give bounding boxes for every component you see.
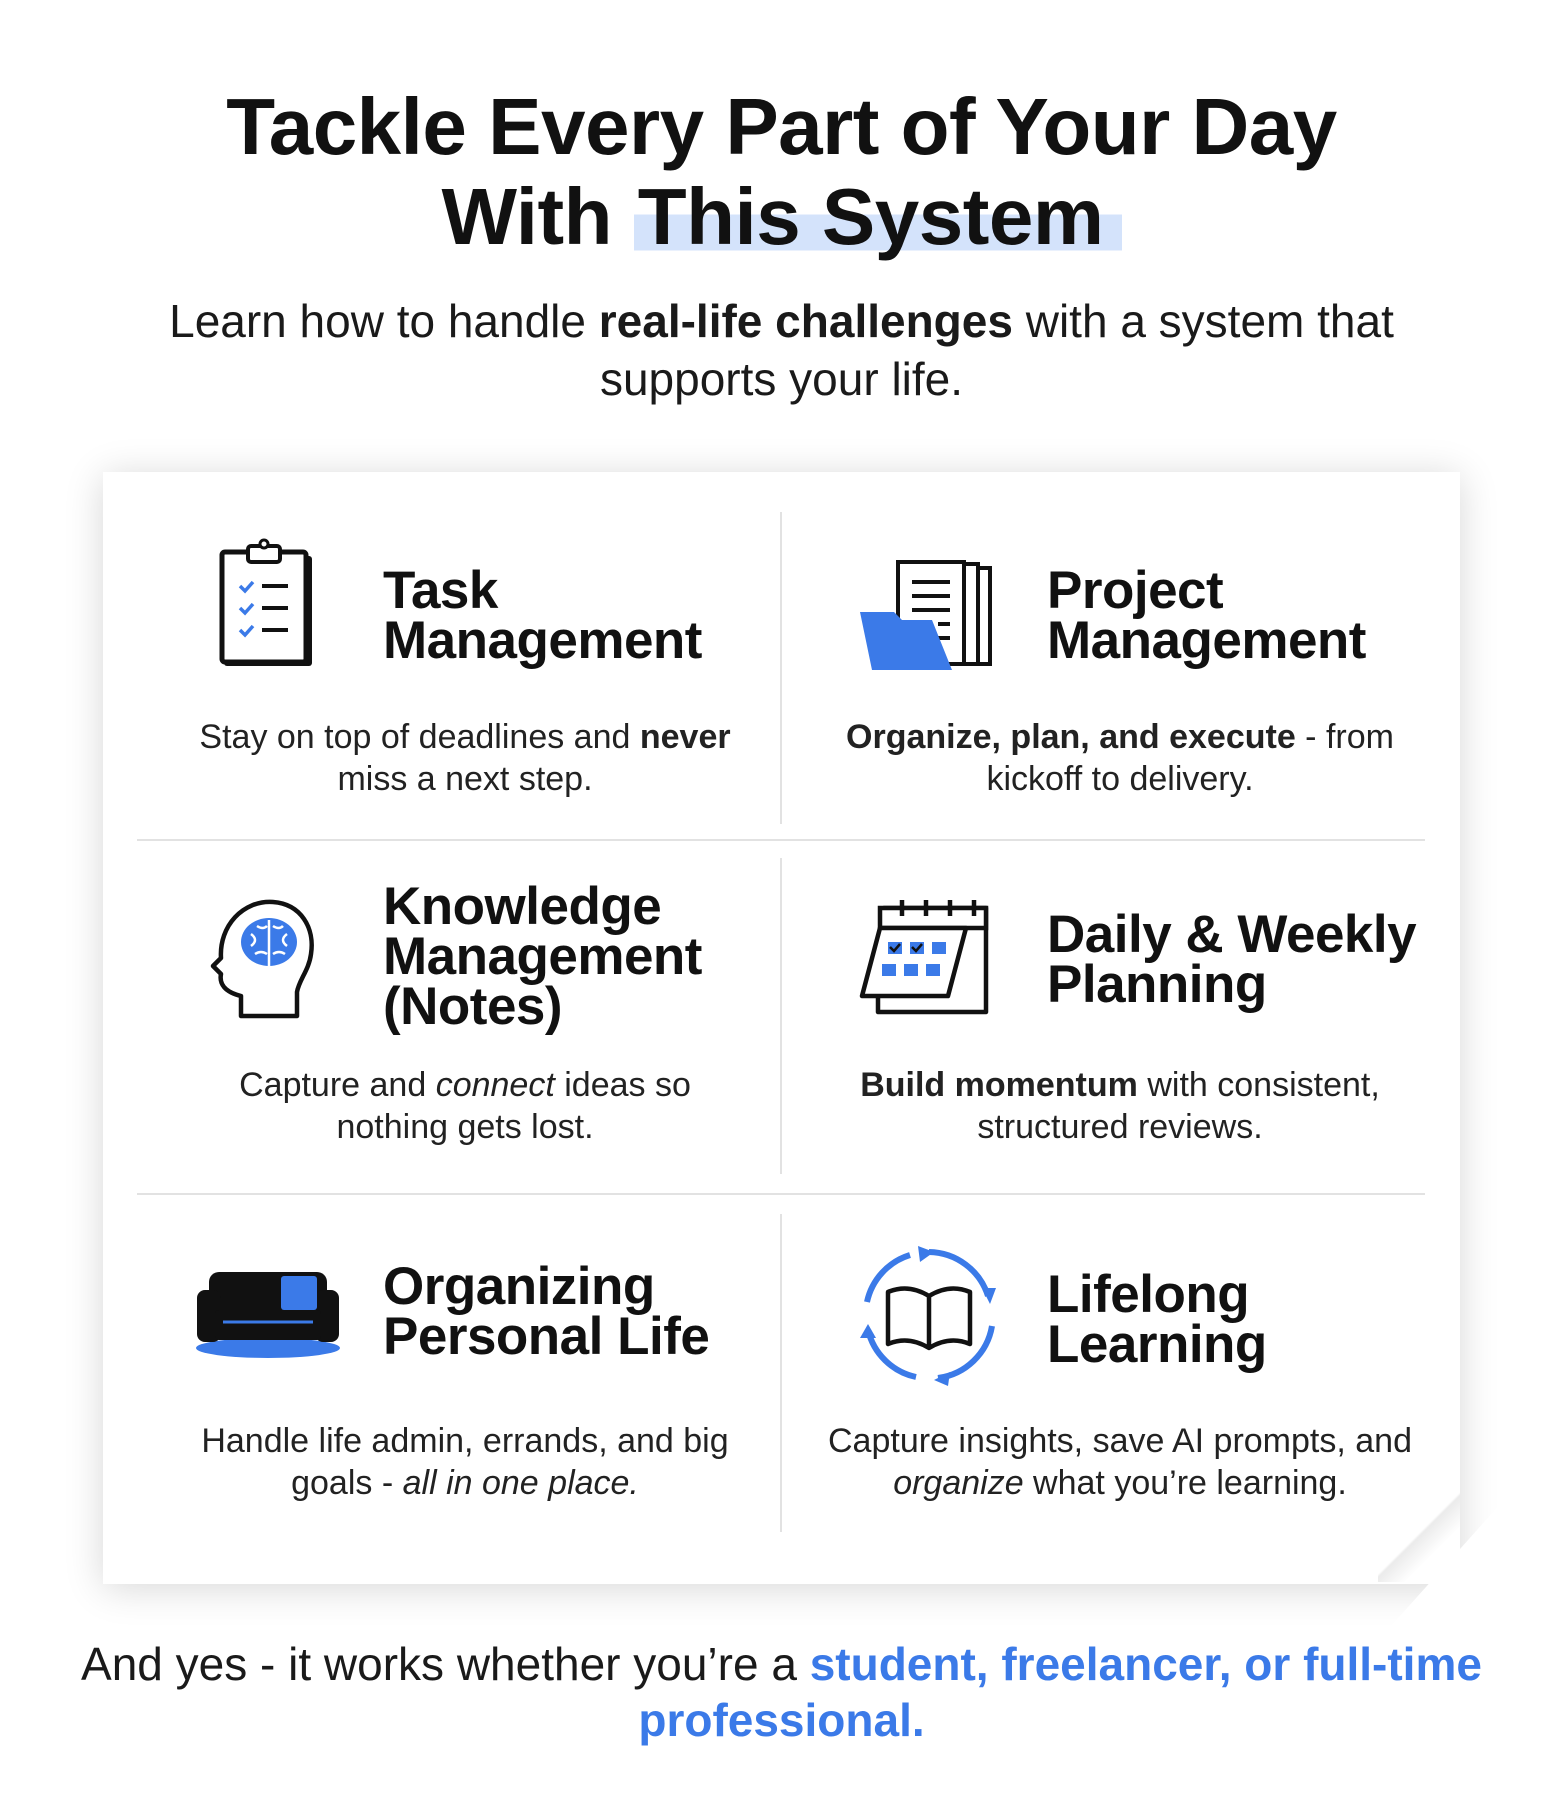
feature-description bbox=[818, 1420, 1422, 1504]
feature-title-line: Task bbox=[383, 561, 498, 620]
feature-title-line: Project bbox=[1047, 561, 1224, 620]
feature-title-line: Knowledge bbox=[383, 877, 662, 936]
desc-bold: never bbox=[639, 718, 731, 756]
desc-italic: all in one place. bbox=[402, 1464, 639, 1502]
feature-title-line: Organizing bbox=[383, 1257, 655, 1316]
footer-note bbox=[60, 1636, 1503, 1748]
feature-title-line: Lifelong bbox=[1047, 1265, 1250, 1324]
feature-title-line: Management bbox=[383, 611, 702, 670]
column-divider-1 bbox=[780, 512, 782, 824]
feature-title bbox=[383, 877, 702, 1036]
feature-title-line: Learning bbox=[1047, 1315, 1267, 1374]
desc-text: ideas so nothing gets lost. bbox=[336, 1066, 691, 1146]
feature-title-line: Management bbox=[1047, 611, 1366, 670]
desc-text: Capture insights, save AI prompts, and bbox=[828, 1422, 1412, 1460]
row-divider-1 bbox=[137, 839, 1425, 841]
desc-text: Capture and bbox=[239, 1066, 436, 1104]
column-divider-3 bbox=[780, 1214, 782, 1532]
title-highlight: This System bbox=[634, 172, 1122, 261]
feature-description bbox=[830, 716, 1410, 800]
desc-text: Handle life admin, errands, and big goals - bbox=[201, 1422, 729, 1502]
brain-head-icon bbox=[207, 896, 319, 1022]
subtitle-bold: real-life challenges bbox=[598, 295, 1013, 347]
feature-description bbox=[185, 1420, 745, 1504]
row-divider-2 bbox=[137, 1193, 1425, 1195]
feature-title bbox=[1047, 561, 1366, 670]
folder-documents-icon bbox=[858, 560, 1000, 672]
desc-text: with consistent, structured reviews. bbox=[977, 1066, 1380, 1146]
feature-title-line: Daily & Weekly bbox=[1047, 905, 1417, 964]
column-divider-2 bbox=[780, 858, 782, 1174]
feature-description bbox=[185, 1064, 745, 1148]
desc-text: Stay on top of deadlines and bbox=[199, 718, 640, 756]
desc-text: - from kickoff to delivery. bbox=[986, 718, 1394, 798]
page-title bbox=[0, 82, 1563, 262]
subtitle-part-2: with a system that supports your life. bbox=[599, 295, 1394, 405]
feature-title-line: Planning bbox=[1047, 955, 1267, 1014]
title-line-2-plain: With bbox=[441, 172, 634, 261]
desc-text: miss a next step. bbox=[337, 760, 593, 798]
book-cycle-icon bbox=[858, 1244, 1000, 1386]
desc-text: what you’re learning. bbox=[1023, 1464, 1347, 1502]
calendar-icon bbox=[858, 898, 990, 1016]
feature-description bbox=[185, 716, 745, 800]
footer-accent: student, freelancer, or full-time professional. bbox=[638, 1638, 1482, 1746]
desc-italic: organize bbox=[893, 1464, 1024, 1502]
clipboard-checklist-icon bbox=[218, 538, 320, 672]
feature-description bbox=[830, 1064, 1410, 1148]
feature-title bbox=[383, 561, 702, 670]
feature-title-line: Management bbox=[383, 927, 702, 986]
title-line-1: Tackle Every Part of Your Day bbox=[226, 82, 1337, 171]
feature-title-line: Personal Life bbox=[383, 1307, 710, 1366]
feature-title bbox=[1047, 905, 1417, 1014]
footer-plain: And yes - it works whether you’re a bbox=[81, 1638, 810, 1690]
subtitle-part-1: Learn how to handle bbox=[169, 295, 599, 347]
feature-title bbox=[1047, 1265, 1267, 1374]
subtitle bbox=[100, 292, 1463, 408]
desc-bold: Organize, plan, and execute bbox=[846, 718, 1296, 756]
desc-italic: connect bbox=[435, 1066, 555, 1104]
couch-icon bbox=[193, 1262, 343, 1360]
desc-bold: Build momentum bbox=[860, 1066, 1138, 1104]
feature-title bbox=[383, 1257, 710, 1366]
feature-title-line: (Notes) bbox=[383, 977, 563, 1036]
title-line-2 bbox=[0, 172, 1563, 262]
